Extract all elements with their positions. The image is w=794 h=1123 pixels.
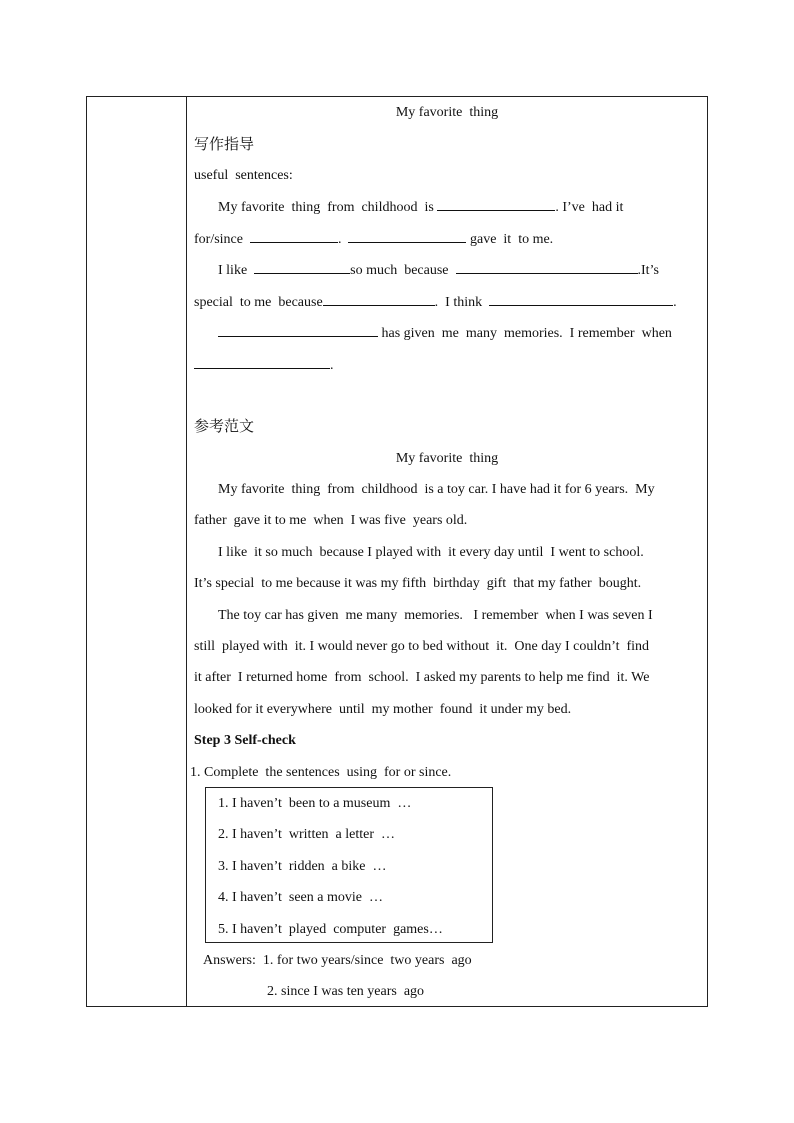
guide-title: My favorite thing — [395, 105, 499, 120]
guide-heading: 写作指导 — [194, 135, 255, 153]
sample-line: father gave it to me when I was five years old. — [194, 513, 468, 528]
step3-heading: Step 3 Self-check — [194, 733, 296, 748]
sample-line: I like it so much because I played with it every day until I went to school. — [218, 545, 644, 560]
sentence-item: 2. I haven’t written a letter … — [218, 827, 396, 842]
sentence-item: 4. I haven’t seen a movie … — [218, 890, 383, 905]
answers-line: Answers: 1. for two years/since two years ago — [203, 953, 472, 968]
template-line-3: I like so much because .It’s — [218, 263, 659, 278]
useful-label: useful sentences: — [194, 168, 293, 183]
sample-line: My favorite thing from childhood is a toy car. I have had it for 6 years. My — [218, 482, 655, 497]
sample-line: It’s special to me because it was my fifth birthday gift that my father bought. — [194, 576, 642, 591]
template-line-1: My favorite thing from childhood is . I’ve had it — [218, 200, 624, 215]
sample-line: looked for it everywhere until my mother found it under my bed. — [194, 702, 572, 717]
template-line-6: . — [194, 356, 334, 375]
answer-item: 2. since I was ten years ago — [267, 984, 425, 999]
sentence-item: 1. I haven’t been to a museum … — [218, 796, 412, 811]
sample-line: it after I returned home from school. I asked my parents to help me find it. We — [194, 670, 650, 685]
step3-task: 1. Complete the sentences using for or since. — [190, 765, 452, 780]
column-divider — [186, 96, 187, 1007]
sentence-item: 3. I haven’t ridden a bike … — [218, 859, 387, 874]
template-line-2: for/since . gave it to me. — [194, 232, 554, 247]
sentence-item: 5. I haven’t played computer games… — [218, 922, 443, 937]
sample-line: The toy car has given me many memories. I remember when I was seven I — [218, 608, 653, 623]
template-line-4: special to me because . I think . — [194, 295, 677, 310]
sample-heading: 参考范文 — [194, 417, 255, 435]
template-line-5: has given me many memories. I remember when — [218, 324, 672, 343]
sample-title: My favorite thing — [395, 451, 499, 466]
sample-line: still played with it. I would never go to bed without it. One day I couldn’t find — [194, 639, 650, 654]
